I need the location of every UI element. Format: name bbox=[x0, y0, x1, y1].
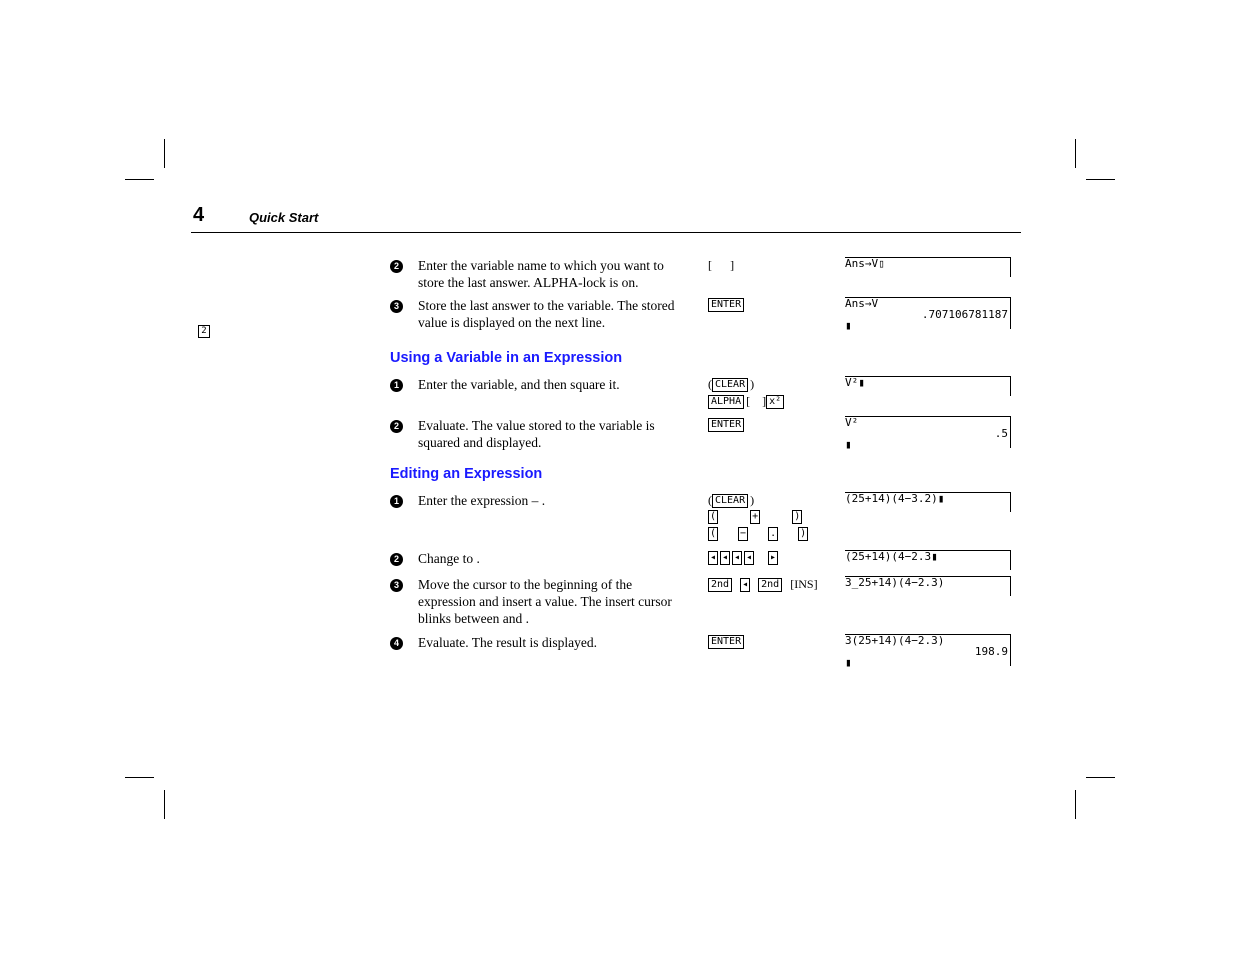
crop-mark bbox=[164, 139, 165, 168]
calculator-screen bbox=[845, 576, 1011, 596]
screen-line: V²▮ bbox=[845, 376, 865, 389]
left-arrow-icon: ◂ bbox=[709, 552, 717, 563]
crop-mark bbox=[1086, 179, 1115, 180]
crop-mark bbox=[164, 790, 165, 819]
enter-key: ENTER bbox=[708, 418, 744, 432]
step-change-value bbox=[390, 550, 690, 567]
clear-key: CLEAR bbox=[712, 378, 748, 392]
step-bullet: 4 bbox=[390, 637, 403, 650]
minus-key: − bbox=[740, 528, 747, 539]
step-text: Enter the expression – . bbox=[418, 493, 546, 508]
step-text: Evaluate. The result is displayed. bbox=[418, 635, 597, 650]
margin-key-icon: 2 bbox=[198, 325, 210, 338]
bracket-open: [ bbox=[746, 394, 751, 408]
screen-result: .707106781187 bbox=[921, 308, 1008, 321]
screen-line: (25+14)(4−3.2)▮ bbox=[845, 492, 945, 505]
step-text: Move the cursor to the beginning of the expression and insert a value. The insert cursor blinks between and . bbox=[418, 577, 672, 626]
step-text: Enter the variable, and then square it. bbox=[418, 377, 620, 392]
enter-key: ENTER bbox=[708, 635, 744, 649]
step-evaluate-result bbox=[390, 634, 690, 651]
screen-result: 198.9 bbox=[974, 645, 1008, 658]
step-text: Change to . bbox=[418, 551, 480, 566]
screen-result: .5 bbox=[994, 427, 1008, 440]
keys-enter-expression bbox=[708, 492, 810, 543]
step-store-variable bbox=[390, 257, 690, 291]
step-enter-variable bbox=[390, 376, 690, 393]
calculator-screen bbox=[845, 416, 1011, 451]
step-insert-value bbox=[390, 576, 690, 627]
clear-key: CLEAR bbox=[712, 494, 748, 508]
step-bullet: 2 bbox=[390, 420, 403, 433]
screen-line: Ans→V▯ bbox=[845, 257, 885, 270]
second-key: 2nd bbox=[708, 578, 732, 592]
open-paren-key: ( bbox=[709, 511, 717, 522]
bracket-open: [ bbox=[708, 258, 712, 272]
left-arrow-icon: ◂ bbox=[733, 552, 741, 563]
close-paren-key: ) bbox=[800, 528, 807, 539]
section-title: Editing an Expression bbox=[390, 466, 543, 482]
calculator-screen bbox=[845, 634, 1011, 669]
ins-label: [INS] bbox=[790, 577, 818, 591]
ins-text: INS bbox=[794, 577, 814, 591]
left-arrow-icon: ◂ bbox=[745, 552, 753, 563]
crop-mark bbox=[1075, 790, 1076, 819]
screen-cursor: ▮ bbox=[845, 319, 852, 332]
bracket-close: ] bbox=[730, 258, 735, 272]
keys-store-variable bbox=[708, 257, 734, 274]
step-bullet: 2 bbox=[390, 553, 403, 566]
paren-open: ( bbox=[708, 493, 712, 507]
calculator-screen bbox=[845, 297, 1011, 332]
screen-line: Ans→V bbox=[845, 297, 879, 310]
paren-open: ( bbox=[708, 377, 712, 391]
screen-line: V² bbox=[845, 416, 859, 429]
step-bullet: 3 bbox=[390, 579, 403, 592]
plus-key: + bbox=[752, 511, 759, 522]
crop-mark bbox=[1086, 777, 1115, 778]
screen-line: (25+14)(4−2.3▮ bbox=[845, 550, 938, 563]
step-text: Enter the variable name to which you want to store the last answer. ALPHA-lock is on. bbox=[418, 258, 664, 290]
screen-cursor: ▮ bbox=[845, 656, 852, 669]
calculator-screen bbox=[845, 492, 1011, 512]
alpha-key: ALPHA bbox=[708, 395, 744, 409]
keys-insert-value bbox=[708, 576, 818, 593]
paren-close: ) bbox=[750, 493, 755, 507]
screen-line: 3(25+14)(4−2.3) bbox=[845, 634, 945, 647]
close-paren-key: ) bbox=[794, 511, 801, 522]
step-bullet: 2 bbox=[390, 260, 403, 273]
left-arrow-icon: ◂ bbox=[721, 552, 729, 563]
square-key: x² bbox=[766, 395, 784, 409]
running-head: Quick Start bbox=[249, 210, 319, 225]
step-bullet: 1 bbox=[390, 495, 403, 508]
calculator-screen bbox=[845, 550, 1011, 570]
step-text: Evaluate. The value stored to the variable is squared and displayed. bbox=[418, 418, 655, 450]
decimal-key: . bbox=[770, 528, 777, 539]
step-bullet: 3 bbox=[390, 300, 403, 313]
crop-mark bbox=[125, 179, 154, 180]
keys-evaluate-square bbox=[708, 417, 746, 434]
step-enter-expression bbox=[390, 492, 690, 509]
second-key: 2nd bbox=[758, 578, 782, 592]
keys-enter-variable bbox=[708, 376, 786, 410]
screen-cursor: ▮ bbox=[845, 438, 852, 451]
paren-close: ) bbox=[750, 377, 755, 391]
section-title: Using a Variable in an Expression bbox=[390, 350, 623, 366]
enter-key: ENTER bbox=[708, 298, 744, 312]
keys-change-value bbox=[708, 550, 780, 567]
calculator-screen bbox=[845, 376, 1011, 396]
step-text: Store the last answer to the variable. The stored value is displayed on the next line. bbox=[418, 298, 675, 330]
crop-mark bbox=[125, 777, 154, 778]
open-paren-key: ( bbox=[709, 528, 717, 539]
crop-mark bbox=[1075, 139, 1076, 168]
right-arrow-icon: ▸ bbox=[770, 552, 777, 563]
keys-store-answer bbox=[708, 297, 746, 314]
bracket-close: ] bbox=[762, 394, 767, 408]
step-evaluate-square bbox=[390, 417, 690, 451]
step-bullet: 1 bbox=[390, 379, 403, 392]
left-arrow-icon: ◂ bbox=[742, 578, 749, 590]
page-number: 4 bbox=[193, 204, 205, 226]
step-store-answer bbox=[390, 297, 690, 331]
calculator-screen bbox=[845, 257, 1011, 277]
keys-evaluate-result bbox=[708, 634, 746, 651]
header-rule bbox=[191, 232, 1021, 233]
screen-line: 3_25+14)(4−2.3) bbox=[845, 576, 945, 589]
